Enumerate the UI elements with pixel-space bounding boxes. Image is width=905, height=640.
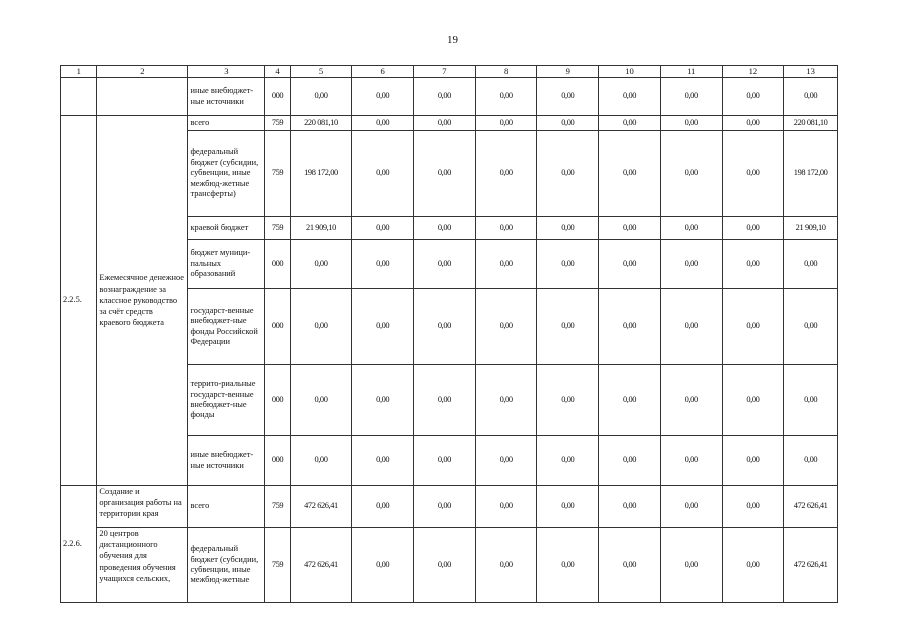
funding-source-cell: государст-венные внебюджет-ные фонды Российской Федерации	[188, 289, 265, 365]
value-cell: 0,00	[537, 240, 599, 289]
value-cell: 0,00	[475, 486, 537, 528]
value-cell: 0,00	[290, 289, 352, 365]
value-cell: 0,00	[784, 365, 838, 436]
value-cell: 0,00	[722, 240, 784, 289]
value-cell: 0,00	[475, 240, 537, 289]
header-cell: 11	[660, 66, 722, 78]
value-cell: 0,00	[722, 528, 784, 603]
table-row	[61, 116, 838, 131]
value-cell: 0,00	[722, 486, 784, 528]
header-cell: 13	[784, 66, 838, 78]
value-cell: 0,00	[599, 486, 661, 528]
funding-source-cell: террито-риальные государст-венные внебюджет-ные фонды	[188, 365, 265, 436]
value-cell: 0,00	[599, 436, 661, 486]
header-cell: 5	[290, 66, 352, 78]
code-cell: 759	[265, 116, 290, 131]
column-number-header-row	[61, 66, 838, 78]
value-cell: 0,00	[537, 131, 599, 217]
value-cell: 0,00	[352, 486, 414, 528]
header-cell: 10	[599, 66, 661, 78]
value-cell: 0,00	[722, 289, 784, 365]
value-cell: 472 626,41	[290, 528, 352, 603]
funding-source-cell: иные внебюджет-ные источники	[188, 78, 265, 116]
value-cell: 0,00	[599, 217, 661, 240]
code-cell: 759	[265, 131, 290, 217]
value-cell: 0,00	[352, 365, 414, 436]
value-cell: 0,00	[414, 78, 476, 116]
value-cell: 0,00	[537, 116, 599, 131]
funding-source-cell: федеральный бюджет (субсидии, субвенции, иные межбюд-жетные трансферты)	[188, 131, 265, 217]
value-cell: 198 172,00	[784, 131, 838, 217]
value-cell: 0,00	[599, 289, 661, 365]
value-cell: 0,00	[290, 436, 352, 486]
item-id-cell	[61, 78, 97, 116]
code-cell: 000	[265, 436, 290, 486]
value-cell: 0,00	[414, 528, 476, 603]
value-cell: 0,00	[722, 365, 784, 436]
code-cell: 000	[265, 365, 290, 436]
item-id-cell: 2.2.5.	[61, 116, 97, 486]
code-cell: 000	[265, 78, 290, 116]
funding-source-cell: бюджет муници-пальных образований	[188, 240, 265, 289]
value-cell: 0,00	[352, 436, 414, 486]
value-cell: 0,00	[599, 240, 661, 289]
value-cell: 0,00	[414, 289, 476, 365]
value-cell: 0,00	[475, 289, 537, 365]
value-cell: 0,00	[660, 116, 722, 131]
value-cell: 0,00	[660, 289, 722, 365]
value-cell: 0,00	[537, 289, 599, 365]
value-cell: 0,00	[537, 436, 599, 486]
value-cell: 0,00	[660, 131, 722, 217]
value-cell: 0,00	[475, 365, 537, 436]
value-cell: 0,00	[352, 289, 414, 365]
header-cell: 12	[722, 66, 784, 78]
header-cell: 1	[61, 66, 97, 78]
value-cell: 472 626,41	[784, 528, 838, 603]
funding-source-cell: всего	[188, 486, 265, 528]
description-cell	[97, 78, 188, 116]
value-cell: 0,00	[722, 78, 784, 116]
value-cell: 0,00	[475, 78, 537, 116]
funding-source-cell: федеральный бюджет (субсидии, субвенции, иные межбюд-жетные	[188, 528, 265, 603]
value-cell: 220 081,10	[290, 116, 352, 131]
code-cell: 000	[265, 240, 290, 289]
value-cell: 0,00	[414, 131, 476, 217]
value-cell: 0,00	[784, 436, 838, 486]
value-cell: 0,00	[414, 486, 476, 528]
value-cell: 0,00	[660, 365, 722, 436]
value-cell: 0,00	[414, 217, 476, 240]
description-cell: 20 центров дистанционного обучения для проведения обучения учащихся сельских,	[97, 528, 188, 603]
value-cell: 21 909,10	[784, 217, 838, 240]
value-cell: 0,00	[352, 528, 414, 603]
header-cell: 6	[352, 66, 414, 78]
value-cell: 0,00	[537, 78, 599, 116]
item-id-cell: 2.2.6.	[61, 486, 97, 603]
value-cell: 472 626,41	[784, 486, 838, 528]
value-cell: 0,00	[784, 78, 838, 116]
value-cell: 0,00	[290, 365, 352, 436]
value-cell: 0,00	[414, 116, 476, 131]
page-number: 19	[447, 34, 458, 46]
value-cell: 0,00	[414, 240, 476, 289]
value-cell: 0,00	[352, 116, 414, 131]
value-cell: 0,00	[722, 436, 784, 486]
funding-source-cell: всего	[188, 116, 265, 131]
code-cell: 759	[265, 486, 290, 528]
value-cell: 472 626,41	[290, 486, 352, 528]
value-cell: 0,00	[414, 436, 476, 486]
header-cell: 9	[537, 66, 599, 78]
value-cell: 198 172,00	[290, 131, 352, 217]
value-cell: 0,00	[660, 436, 722, 486]
value-cell: 0,00	[475, 131, 537, 217]
value-cell: 220 081,10	[784, 116, 838, 131]
table-row	[61, 78, 838, 116]
description-cell: Создание и организация работы на территории края	[97, 486, 188, 528]
code-cell: 759	[265, 528, 290, 603]
value-cell: 0,00	[660, 217, 722, 240]
value-cell: 0,00	[414, 365, 476, 436]
value-cell: 0,00	[290, 240, 352, 289]
value-cell: 0,00	[784, 289, 838, 365]
header-cell: 7	[414, 66, 476, 78]
value-cell: 0,00	[722, 131, 784, 217]
header-cell: 2	[97, 66, 188, 78]
description-cell: Ежемесячное денежное вознаграждение за классное руководство за счёт средств краевого бюджета	[97, 116, 188, 486]
value-cell: 0,00	[784, 240, 838, 289]
header-cell: 8	[475, 66, 537, 78]
value-cell: 0,00	[537, 486, 599, 528]
value-cell: 0,00	[290, 78, 352, 116]
value-cell: 0,00	[599, 78, 661, 116]
funding-source-cell: иные внебюджет-ные источники	[188, 436, 265, 486]
header-cell: 3	[188, 66, 265, 78]
value-cell: 0,00	[475, 217, 537, 240]
value-cell: 21 909,10	[290, 217, 352, 240]
value-cell: 0,00	[352, 78, 414, 116]
value-cell: 0,00	[537, 528, 599, 603]
value-cell: 0,00	[599, 131, 661, 217]
value-cell: 0,00	[537, 365, 599, 436]
value-cell: 0,00	[352, 240, 414, 289]
budget-table	[60, 65, 838, 603]
code-cell: 000	[265, 289, 290, 365]
value-cell: 0,00	[537, 217, 599, 240]
value-cell: 0,00	[660, 240, 722, 289]
value-cell: 0,00	[599, 116, 661, 131]
value-cell: 0,00	[599, 528, 661, 603]
value-cell: 0,00	[660, 486, 722, 528]
value-cell: 0,00	[722, 217, 784, 240]
value-cell: 0,00	[352, 131, 414, 217]
table-row	[61, 486, 838, 528]
value-cell: 0,00	[475, 528, 537, 603]
header-cell: 4	[265, 66, 290, 78]
value-cell: 0,00	[660, 528, 722, 603]
value-cell: 0,00	[722, 116, 784, 131]
table-row	[61, 528, 838, 603]
value-cell: 0,00	[475, 436, 537, 486]
funding-source-cell: краевой бюджет	[188, 217, 265, 240]
value-cell: 0,00	[352, 217, 414, 240]
value-cell: 0,00	[475, 116, 537, 131]
value-cell: 0,00	[660, 78, 722, 116]
code-cell: 759	[265, 217, 290, 240]
value-cell: 0,00	[599, 365, 661, 436]
